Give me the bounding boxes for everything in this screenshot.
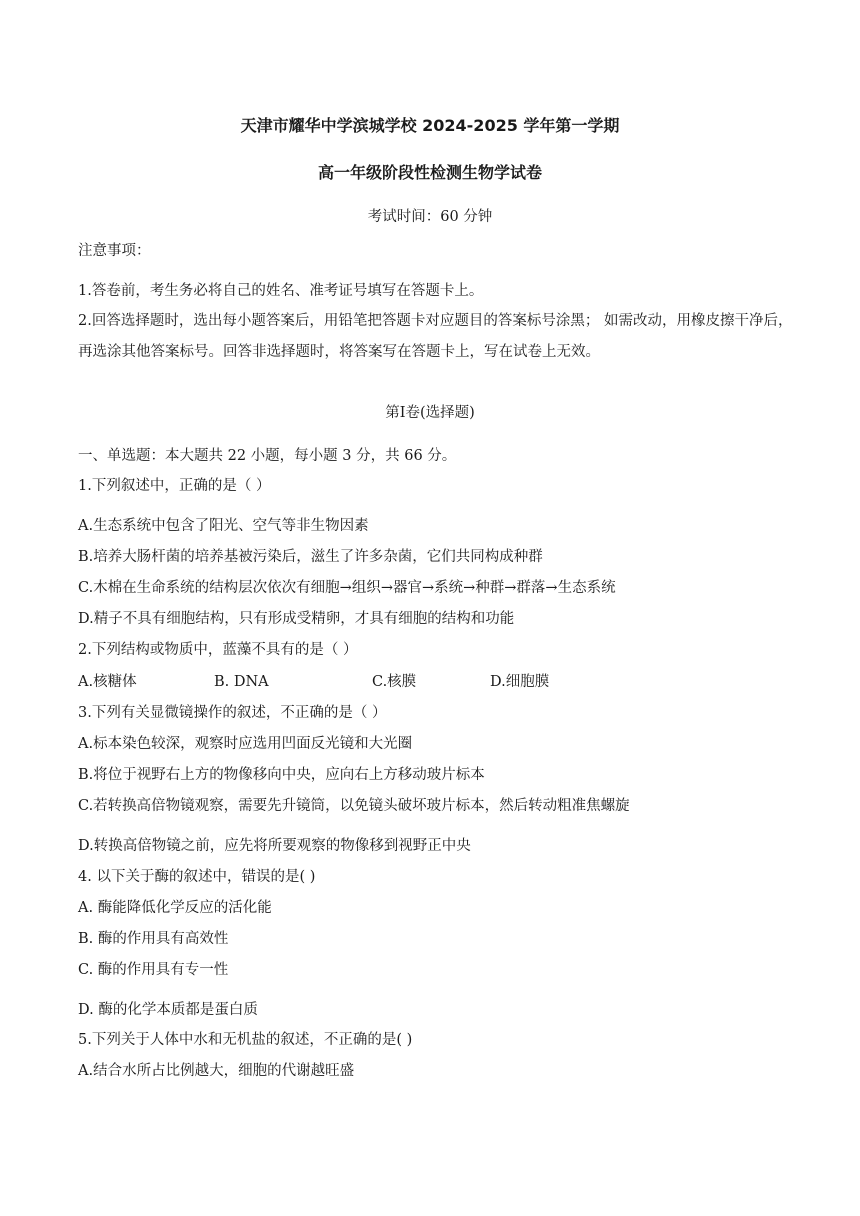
question-5-stem: 5.下列关于人体中水和无机盐的叙述，不正确的是( )	[78, 1032, 413, 1048]
question-1-option-d: D.精子不具有细胞结构，只有形成受精卵，才具有细胞的结构和功能	[78, 611, 515, 627]
question-1-option-c: C.木棉在生命系统的结构层次依次有细胞→组织→器官→系统→种群→群落→生态系统	[78, 580, 616, 596]
question-4-option-d: D. 酶的化学本质都是蛋白质	[78, 1002, 258, 1018]
question-3-option-a: A.标本染色较深，观察时应选用凹面反光镜和大光圈	[78, 736, 413, 752]
question-4-option-b: B. 酶的作用具有高效性	[78, 931, 229, 947]
question-3-stem: 3.下列有关显微镜操作的叙述，不正确的是（ ）	[78, 705, 387, 721]
question-4-option-a: A. 酶能降低化学反应的活化能	[78, 900, 272, 916]
question-4-stem: 4. 以下关于酶的叙述中，错误的是( )	[78, 869, 316, 885]
question-1-option-a: A.生态系统中包含了阳光、空气等非生物因素	[78, 518, 369, 534]
notice-item-2: 2.回答选择题时，选出每小题答案后，用铅笔把答题卡对应题目的答案标号涂黑； 如需改动，用橡皮擦干净后，再选涂其他答案标号。回答非选择题时，将答案写在答题卡上，写在试卷上无效。	[78, 313, 793, 360]
section-title: 第Ⅰ卷(选择题)	[385, 405, 475, 421]
question-2-option-d: D.细胞膜	[490, 674, 550, 690]
section-instruction: 一、单选题：本大题共 22 小题，每小题 3 分，共 66 分。	[78, 448, 457, 464]
notice-item-1: 1.答卷前，考生务必将自己的姓名、准考证号填写在答题卡上。	[78, 283, 484, 299]
question-2-option-b: B. DNA	[214, 674, 269, 690]
question-3-option-b: B.将位于视野右上方的物像移向中央，应向右上方移动玻片标本	[78, 767, 485, 783]
question-2-option-c: C.核膜	[372, 674, 417, 690]
school-line: 天津市耀华中学滨城学校 2024-2025 学年第一学期	[240, 116, 620, 135]
question-3-option-d: D.转换高倍物镜之前，应先将所要观察的物像移到视野正中央	[78, 838, 471, 854]
exam-time: 考试时间：60 分钟	[367, 209, 493, 225]
question-2-option-a: A.核糖体	[78, 674, 137, 690]
question-4-option-c: C. 酶的作用具有专一性	[78, 962, 229, 978]
notice-heading: 注意事项：	[78, 243, 151, 259]
question-1-option-b: B.培养大肠杆菌的培养基被污染后，滋生了许多杂菌，它们共同构成种群	[78, 549, 543, 565]
question-3-option-c: C.若转换高倍物镜观察，需要先升镜筒，以免镜头破坏玻片标本，然后转动粗准焦螺旋	[78, 798, 630, 814]
question-5-option-a: A.结合水所占比例越大，细胞的代谢越旺盛	[78, 1063, 355, 1079]
question-2-options	[78, 672, 800, 692]
question-2-stem: 2.下列结构或物质中，蓝藻不具有的是（ ）	[78, 642, 358, 658]
exam-title: 高一年级阶段性检测生物学试卷	[317, 163, 542, 182]
question-1-stem: 1.下列叙述中，正确的是（ ）	[78, 478, 271, 494]
